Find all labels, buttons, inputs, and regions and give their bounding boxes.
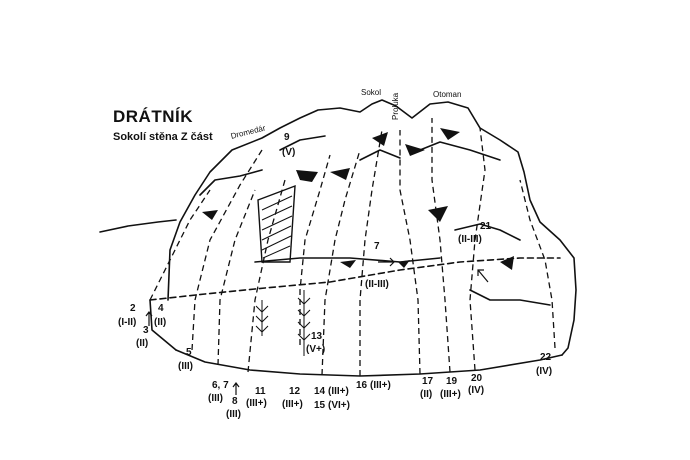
rock-silhouette (168, 100, 576, 355)
feature-name-otoman: Otoman (433, 90, 462, 99)
ground-line (176, 347, 562, 376)
route-number-5: 5 (186, 347, 192, 358)
route-grade-15: (VI+) (328, 400, 350, 411)
route-line-22 (520, 180, 555, 348)
route-grade-12: (III+) (282, 399, 303, 410)
route-number-19: 19 (446, 376, 458, 387)
route-grade-16: (III+) (370, 380, 391, 391)
base-path (150, 258, 560, 300)
route-number-20: 20 (471, 373, 483, 384)
route-grade-3: (II) (136, 338, 149, 349)
route-grade-22: (IV) (536, 366, 553, 377)
left-terrain (100, 220, 176, 232)
route-grade-9: (V) (282, 147, 296, 158)
route-number-17: 17 (422, 376, 434, 387)
route-line-20 (470, 128, 485, 370)
feature-name-dromedar: Dromedár (229, 123, 267, 141)
route-number-22: 22 (540, 352, 552, 363)
route-number-6-7: 6, 7 (212, 380, 229, 391)
route-number-12: 12 (289, 386, 301, 397)
route-grade-17: (II) (420, 389, 433, 400)
feature-name-sokol: Sokol (361, 88, 382, 97)
route-grade-7: (II-III) (365, 279, 389, 290)
route-number-16: 16 (356, 380, 368, 391)
route-line-67 (218, 190, 255, 365)
route-grade-5: (III) (178, 361, 193, 372)
route-number-14: 14 (314, 386, 326, 397)
route-line-19 (432, 118, 450, 372)
route-line-16 (360, 130, 382, 376)
diagram-subtitle: Sokolí stěna Z část (113, 131, 213, 143)
feature-name-proluka: Proluka (391, 92, 400, 120)
route-number-21: 21 (480, 221, 492, 232)
route-number-4: 4 (158, 303, 164, 314)
route-number-11: 11 (255, 386, 266, 397)
route-grade-2: (I-II) (118, 317, 137, 328)
route-grade-14: (III+) (328, 386, 349, 397)
route-line-11 (248, 180, 285, 372)
route-number-13: 13 (311, 331, 323, 342)
route-line-17 (400, 130, 420, 374)
hatched-chimney (258, 186, 295, 262)
route-line-5 (192, 150, 262, 350)
diagram-title: DRÁTNÍK (113, 107, 193, 126)
route-number-7: 7 (374, 241, 380, 252)
route-grade-20: (IV) (468, 385, 485, 396)
route-grade-8: (III) (226, 409, 241, 420)
route-grade-11: (III+) (246, 398, 267, 409)
route-grade-13: (V+) (306, 344, 326, 355)
route-grade-4: (II) (154, 317, 167, 328)
route-number-15: 15 (314, 400, 326, 411)
route-grade-19: (III+) (440, 389, 461, 400)
route-number-8: 8 (232, 396, 238, 407)
route-number-2: 2 (130, 303, 136, 314)
tree-symbols (256, 290, 310, 356)
route-number-9: 9 (284, 132, 290, 143)
route-grade-6-7: (III) (208, 393, 223, 404)
route-line-2 (150, 190, 210, 300)
route-grade-21: (II-III) (458, 234, 482, 245)
route-number-3: 3 (143, 325, 149, 336)
